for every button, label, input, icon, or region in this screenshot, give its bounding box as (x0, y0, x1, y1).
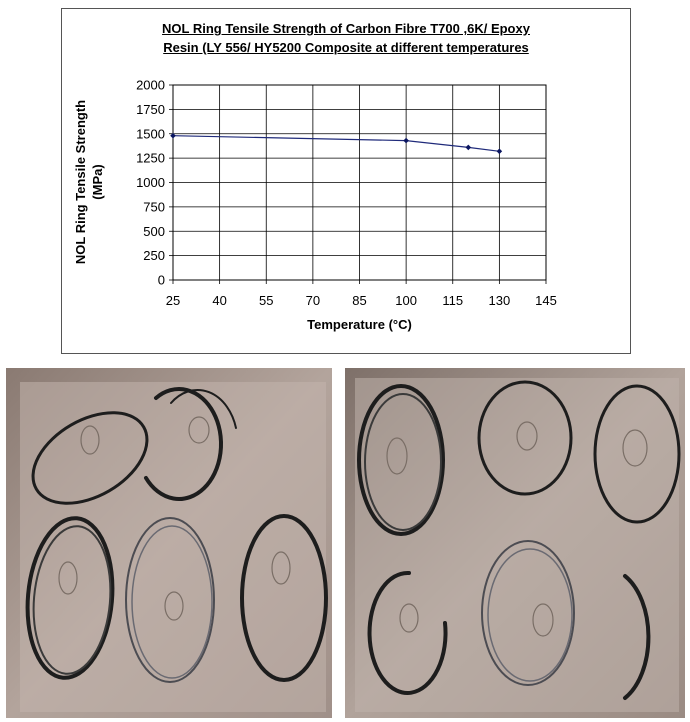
y-tick-label: 500 (143, 223, 165, 239)
data-point-marker (403, 138, 409, 144)
x-tick-label: 130 (488, 293, 511, 308)
series-line (173, 136, 499, 152)
y-axis-label (73, 100, 105, 264)
y-axis-label-line: (MPa) (90, 164, 105, 200)
y-tick-label: 750 (143, 199, 165, 215)
y-tick-label: 250 (143, 248, 165, 264)
x-tick-label: 115 (442, 293, 464, 308)
x-axis-label: Temperature (°C) (307, 317, 412, 332)
x-tick-label: 85 (352, 293, 367, 308)
line-chart (62, 9, 632, 355)
photo-left-rings (6, 368, 332, 718)
photo-right-rings (345, 368, 685, 718)
x-tick-label: 40 (212, 293, 227, 308)
data-point-marker (465, 145, 471, 151)
y-tick-label: 1750 (136, 101, 165, 117)
data-point-marker (497, 149, 503, 155)
y-tick-label: 0 (157, 272, 165, 288)
y-tick-label: 1250 (136, 150, 165, 166)
chart-title-line-1: NOL Ring Tensile Strength of Carbon Fibre T700 ,6K/ Epoxy (162, 21, 530, 36)
y-tick-label: 2000 (136, 77, 165, 93)
y-tick-label: 1500 (136, 126, 165, 142)
x-tick-label: 70 (305, 293, 321, 308)
y-axis-label-line: NOL Ring Tensile Strength (73, 99, 88, 265)
x-tick-label: 100 (395, 293, 417, 308)
x-tick-label: 25 (165, 293, 181, 308)
y-tick-label: 1000 (136, 175, 165, 190)
x-tick-label: 55 (259, 293, 274, 308)
photo-left-image (6, 368, 332, 718)
chart-panel (61, 8, 631, 354)
photo-right-image (345, 368, 685, 718)
chart-title-line-2: Resin (LY 556/ HY5200 Composite at different temperatures (163, 40, 529, 55)
x-tick-label: 145 (535, 293, 557, 308)
